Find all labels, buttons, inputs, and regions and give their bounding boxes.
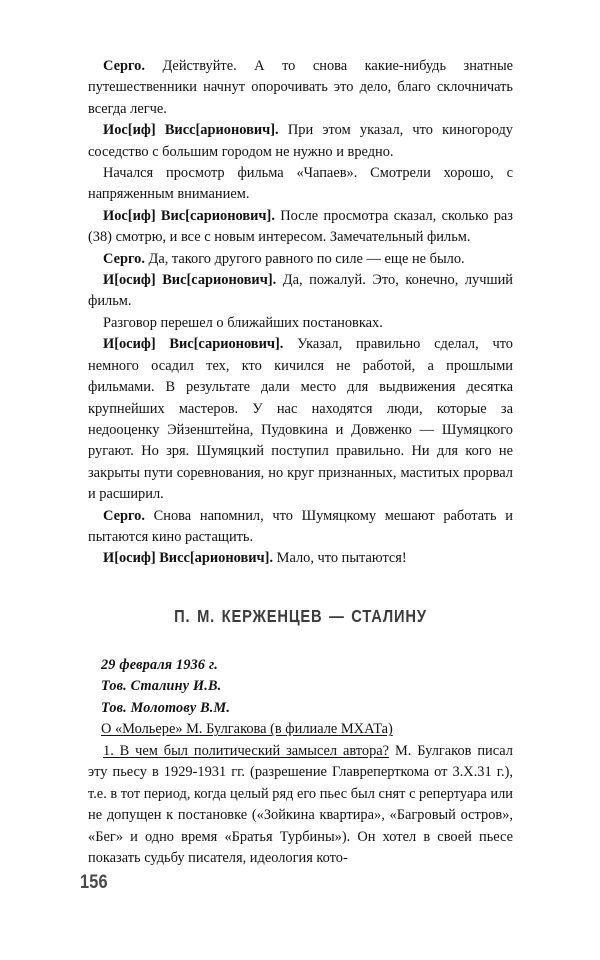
letter-date: 29 февраля 1936 г. [101,657,218,673]
dialogue-paragraph [88,548,513,569]
letter-body-block [88,741,513,869]
speech-text: Действуйте. А то снова какие-нибудь знатные путешественники начнут опорочивать это дело, благо склочничать всегда легче. [88,58,513,117]
speech-text: После просмотра сказал, сколько раз (38) смотрю, и все с новым интересом. Замечательный фильм. [88,207,513,246]
speech-text: Да, такого другого равного по силе — еще не было. [144,250,465,267]
narration-paragraph [88,163,513,206]
dialogue-paragraph [88,506,513,549]
section-heading: П. М. КЕРЖЕНЦЕВ — СТАЛИНУ [174,606,427,626]
dialogue-paragraph [88,120,513,163]
letter-subject: О «Мольере» М. Булгакова (в филиале МХАТа) [101,721,393,738]
speech-text: Снова напомнил, что Шумяцкому мешают работать и пытаются кино растащить. [88,507,513,545]
letter-addressee-stalin: Тов. Сталину И.В. [101,678,222,695]
speech-text: Разговор перешел о ближайших постановках. [103,314,383,331]
dialogue-paragraph [88,334,513,505]
speech-text: При этом указал, что киногороду соседство с большим городом не нужно и вредно. [88,122,513,160]
letter-addressee-molotov: Тов. Молотову В.М. [101,699,231,716]
dialogue-paragraph [88,206,513,249]
dialogue-paragraph [88,270,513,313]
narration-paragraph [88,313,513,334]
letter-body-text: М. Булгаков писал эту пьесу в 1929-1931 гг. (разрешение Главреперткома от 3.X.31 г.), т.е. в тот период, когда целый ряд его пьес был снят с репертуара или не допущен к постановке («Зойкина квартира», «Багровый остров», «Бег» и одно время «Братья Турбины»). Он хотел в своей пьесе показать судьбу писателя, идеология кото- [88,743,513,867]
speech-text: Мало, что пытаются! [273,550,407,567]
speech-text: Указал, правильно сделал, что немного осадил тех, кто кичился не работой, а прошлыми фильмами. В результате дали место для выдвижения десятка крупнейших мастеров. У нас находятся люди, которые за недооценку Эйзенштейна, Пудовкина и Довженко — Шумяцкого ругают. Но зря. Шумяцкий поступил правильно. Ни для кого не закрыты пути соревнования, но круг признанных, маститых прорвал и расширил. [88,336,513,503]
dialogue-text-block [88,56,513,570]
dialogue-paragraph [88,56,513,120]
speaker-label: Серго. [103,250,145,267]
letter-question-underlined: 1. В чем был политический замысел автора? [103,743,390,759]
speaker-label: Иос[иф] Вис[сарионович]. [103,207,275,224]
speech-text: Начался просмотр фильма «Чапаев». Смотрели хорошо, с напряженным вниманием. [88,165,513,203]
speaker-label: Серго. [103,507,145,524]
speaker-label: Серго. [103,58,145,74]
letter-head-block [88,655,513,741]
speaker-label: Иос[иф] Висс[арионович]. [103,122,279,139]
speech-text: Да, пожалуй. Это, конечно, лучший фильм. [88,272,513,310]
speaker-label: И[осиф] Вис[сарионович]. [103,336,284,353]
dialogue-paragraph [88,249,513,270]
speaker-label: И[осиф] Вис[сарионович]. [103,272,277,289]
letter-body-paragraph [88,741,513,869]
speaker-label: И[осиф] Висс[арионович]. [103,550,274,567]
page-number: 156 [80,872,108,893]
